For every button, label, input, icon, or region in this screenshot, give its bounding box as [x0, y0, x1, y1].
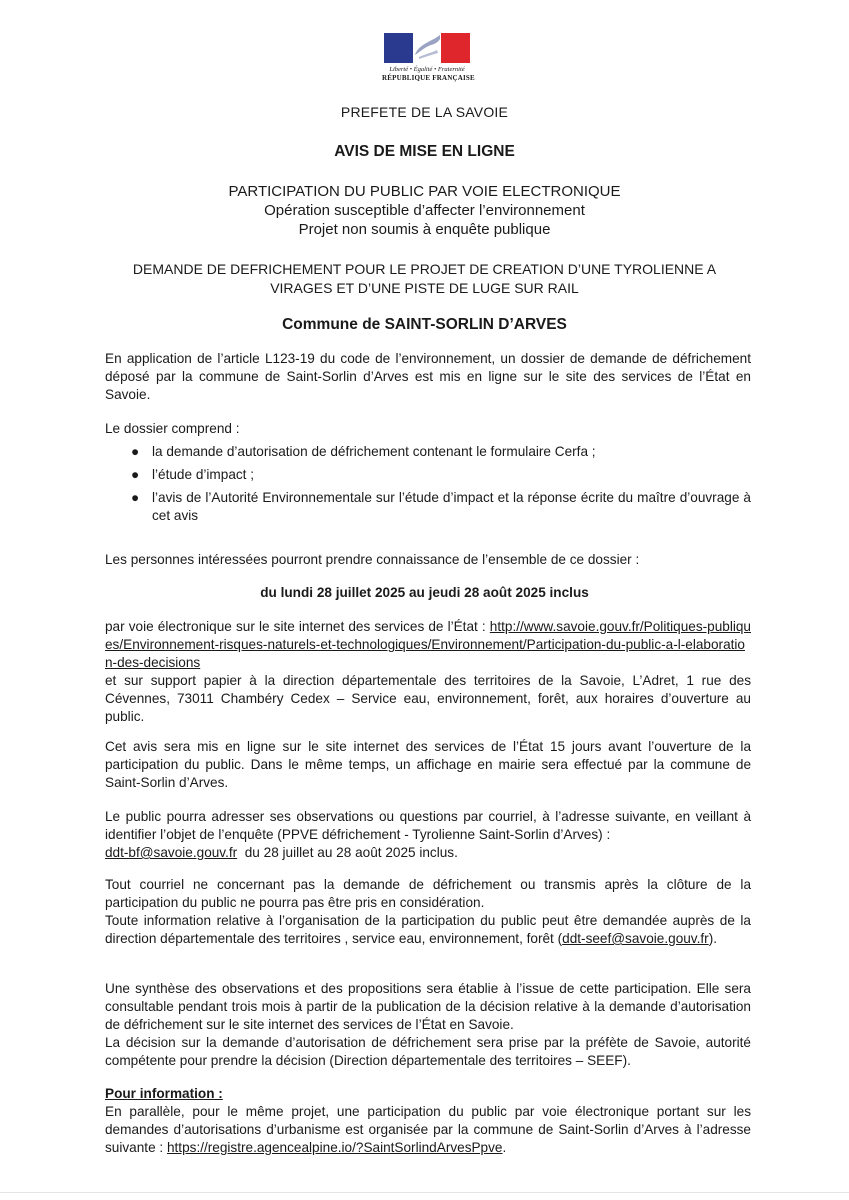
- dossier-label: Le dossier comprend :: [105, 421, 240, 436]
- support-papier-text: et sur support papier à la direction départementale des territoires de la Savoie, L’Adret, 1 rue des Cévennes, 73011 Chambéry Cedex – Service eau, environnement, forêt, aux horaires d’ouverture au public.: [105, 673, 751, 724]
- list-item: ● l’avis de l’Autorité Environnementale sur l’étude d’impact et la réponse écrite du maître d’ouvrage à cet avis: [131, 490, 751, 523]
- marianne-profile-icon: [413, 33, 441, 63]
- connaissance-paragraph: [105, 551, 751, 569]
- courriel-non-text: Tout courriel ne concernant pas la demande de défrichement ou transmis après la clôture de la participation du public ne pourra pas être pris en considération.: [105, 877, 751, 910]
- observations-email-link[interactable]: ddt-bf@savoie.gouv.fr: [105, 845, 238, 860]
- voie-electronique-text: par voie électronique sur le site internet des services de l’État : http://www.savoie.gouv.fr/Politiques-publiques/Environnement-risques-naturels-et-technologiques/Environnement/Participation-du-public-a-l-elaboration-des-decisions: [105, 619, 751, 670]
- dossier-link[interactable]: http://www.savoie.gouv.fr/Politiques-publiques/Environnement-risques-naturels-et-technologiques/Environnement/Participation-du-public-a-l-elaboration-des-decisions: [105, 619, 751, 670]
- pour-information-title: Pour information :: [105, 1086, 223, 1101]
- list-item: ● l’étude d’impact ;: [131, 467, 255, 482]
- demande-title: [60, 260, 789, 298]
- consultation-dates: du lundi 28 juillet 2025 au jeudi 28 août 2025 inclus: [260, 585, 589, 600]
- connaissance-text: Les personnes intéressées pourront prendre connaissance de l’ensemble de ce dossier :: [105, 552, 640, 567]
- synthese-text: Une synthèse des observations et des propositions sera établie à l’issue de cette participation. Elle sera consultable pendant trois mois à partir de la publication de la décision relative à la demande d’autorisation de défrichement sur le site internet des services de l’État en Savoie.: [105, 981, 751, 1032]
- flag-white-band: [413, 33, 441, 63]
- tricolor-flag-icon: [384, 33, 470, 63]
- observations-paragraph: [105, 808, 751, 862]
- mise-en-ligne-paragraph: [105, 738, 751, 792]
- bullet-icon: ●: [131, 467, 140, 482]
- pour-information-text: En parallèle, pour le même projet, une participation du public par voie électronique portant sur les demandes d’autorisations d’urbanisme est organisée par la commune de Saint-Sorlin d’Arves à l’adresse suivante : https://registre.agencealpine.io/?SaintSorlindArvesPpve.: [105, 1104, 751, 1155]
- intro-text: En application de l’article L123-19 du code de l’environnement, un dossier de demande de défrichement déposé par la commune de Saint-Sorlin d’Arves est mis en ligne sur le site des services de l’État en Savoie.: [105, 351, 751, 402]
- flag-blue-band: [384, 33, 413, 63]
- decision-text: La décision sur la demande d’autorisation de défrichement sera prise par la préfète de Savoie, autorité compétente pour prendre la décision (Direction départementale des territoires – SEEF).: [105, 1035, 751, 1068]
- operation-line: Opération susceptible d’affecter l’environnement: [264, 202, 585, 219]
- bullet-icon: ●: [131, 444, 140, 459]
- demande-line-2: VIRAGES ET D’UNE PISTE DE LUGE SUR RAIL: [270, 280, 579, 296]
- registre-link[interactable]: https://registre.agencealpine.io/?SaintSorlindArvesPpve: [166, 1140, 503, 1155]
- dossier-list: [105, 443, 751, 525]
- info-orga-text: Toute information relative à l’organisation de la participation du public peut être demandée auprès de la direction départementale des territoires , service eau, environnement, forêt (ddt-seef@savoie.gouv.fr).: [105, 913, 751, 946]
- notice-title: AVIS DE MISE EN LIGNE: [334, 143, 515, 160]
- observations-text: Le public pourra adresser ses observations ou questions par courriel, à l’adresse suivante, en veillant à identifier l’objet de l’enquête (PPVE défrichement - Tyrolienne Saint-Sorlin d’Arves) : ddt-bf@savoie.gouv.fr du 28 juillet au 28 août 2025 inclus.: [105, 809, 751, 860]
- access-paragraph: [105, 618, 751, 726]
- courriel-paragraph: [105, 876, 751, 948]
- mise-en-ligne-text: Cet avis sera mis en ligne sur le site internet des services de l’État 15 jours avant l’ouverture de la participation du public. Dans le même temps, un affichage en mairie sera effectué par la commune de Saint-Sorlin d’Arves.: [105, 739, 751, 790]
- marianne-logo: [382, 33, 475, 82]
- commune-title: Commune de SAINT-SORLIN D’ARVES: [282, 316, 567, 333]
- pour-information-section: [105, 1085, 751, 1157]
- list-item: ● la demande d’autorisation de défrichement contenant le formulaire Cerfa ;: [131, 444, 596, 459]
- seef-email-link[interactable]: ddt-seef@savoie.gouv.fr: [562, 931, 709, 946]
- page-bottom-edge: [0, 1192, 849, 1193]
- republic-motto: Liberté • Égalité • Fraternité: [389, 66, 465, 73]
- issuer-title: PREFETE DE LA SAVOIE: [340, 104, 509, 120]
- republic-name: RÉPUBLIQUE FRANÇAISE: [382, 74, 475, 82]
- dossier-section: [105, 420, 751, 525]
- intro-paragraph: [105, 350, 751, 404]
- notice-subtitle: [60, 182, 789, 239]
- projet-line: Projet non soumis à enquête publique: [298, 221, 551, 238]
- flag-red-band: [441, 33, 470, 63]
- demande-line-1: DEMANDE DE DEFRICHEMENT POUR LE PROJET DE CREATION D’UNE TYROLIENNE A: [132, 261, 717, 277]
- bullet-icon: ●: [131, 490, 140, 505]
- synthese-paragraph: [105, 980, 751, 1070]
- participation-line: PARTICIPATION DU PUBLIC PAR VOIE ELECTRONIQUE: [228, 183, 621, 200]
